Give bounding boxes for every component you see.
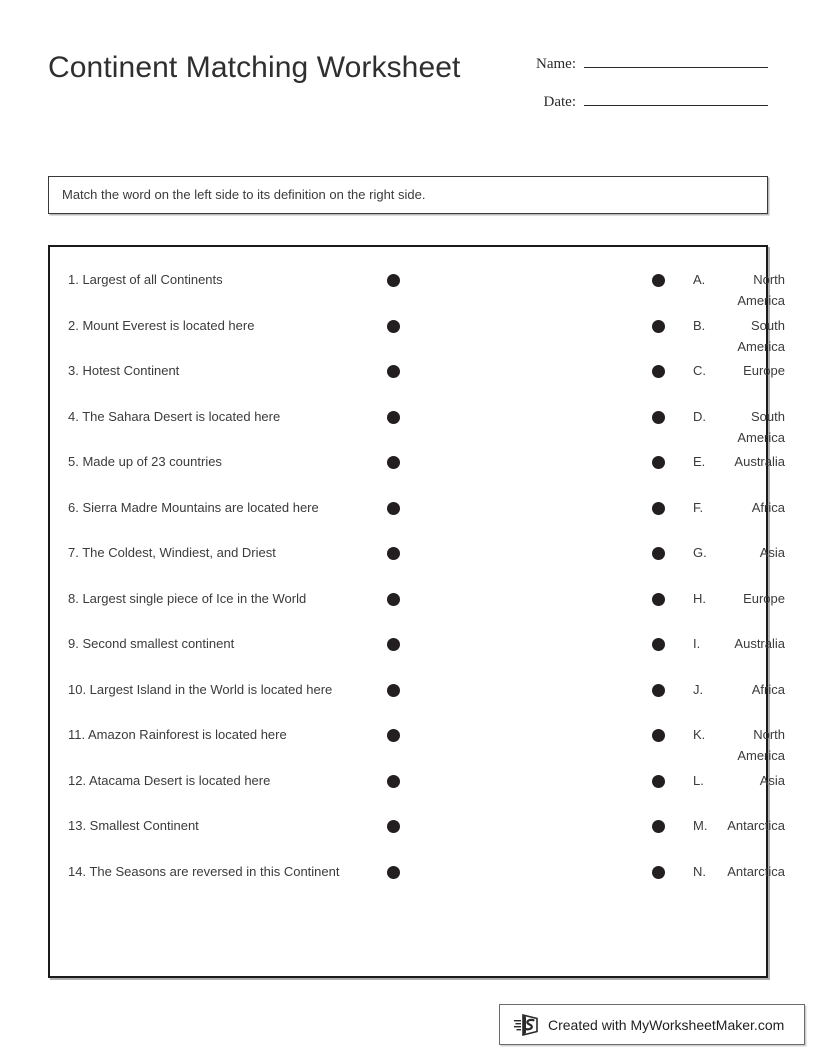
question-row: [50, 406, 402, 452]
question-row: [50, 360, 402, 406]
answer-letter: C.: [693, 363, 706, 378]
question-row: [50, 679, 402, 725]
answer-text: J. Africa: [693, 679, 785, 700]
answer-row: [598, 588, 785, 634]
answer-row: [598, 542, 785, 588]
answer-match-dot[interactable]: [652, 411, 665, 424]
answer-letter: E.: [693, 454, 706, 469]
question-text: 9. Second smallest continent: [68, 636, 235, 651]
matching-exercise-box: [48, 245, 785, 978]
answer-row: [598, 724, 785, 770]
answer-match-dot[interactable]: [652, 638, 665, 651]
question-text: 12. Atacama Desert is located here: [68, 772, 271, 788]
questions-column: [50, 269, 402, 906]
answer-row: [598, 360, 785, 406]
footer-credit-badge: [499, 1004, 805, 1045]
question-row: [50, 861, 402, 907]
question-match-dot[interactable]: [387, 684, 400, 697]
question-row: [50, 724, 402, 770]
answer-row: [598, 815, 785, 861]
answer-match-dot[interactable]: [652, 365, 665, 378]
answer-letter: I.: [693, 636, 701, 651]
answer-letter: G.: [693, 545, 707, 560]
name-label: Name:: [536, 56, 576, 72]
answer-match-dot[interactable]: [652, 684, 665, 697]
answer-text: F. Africa: [693, 497, 785, 518]
answer-letter: K.: [693, 727, 706, 742]
answer-text: A. North America: [693, 269, 785, 311]
answer-letter: N.: [693, 863, 706, 879]
name-input-line[interactable]: [584, 50, 768, 68]
worksheet-maker-logo-icon: [514, 1013, 540, 1037]
answer-text: L. Asia: [693, 770, 785, 791]
answer-text: G. Asia: [693, 542, 785, 563]
question-text: 8. Largest single piece of Ice in the World: [68, 590, 307, 606]
answer-match-dot[interactable]: [652, 729, 665, 742]
answer-letter: F.: [693, 499, 704, 515]
answer-text: I. Australia: [693, 633, 785, 654]
answer-letter: A.: [693, 272, 706, 287]
answer-match-dot[interactable]: [652, 274, 665, 287]
answers-column: [598, 269, 785, 906]
question-row: [50, 451, 402, 497]
instruction-box: [48, 176, 768, 214]
answer-row: [598, 406, 785, 452]
answer-match-dot[interactable]: [652, 547, 665, 560]
question-row: [50, 497, 402, 543]
question-text: 6. Sierra Madre Mountains are located here: [68, 499, 319, 515]
answer-letter: L.: [693, 772, 704, 788]
question-match-dot[interactable]: [387, 593, 400, 606]
answer-row: [598, 861, 785, 907]
answer-text: C. Europe: [693, 360, 785, 381]
question-row: [50, 770, 402, 816]
footer-credit-text: Created with MyWorksheetMaker.com: [548, 1016, 785, 1033]
answer-letter: B.: [693, 317, 706, 333]
question-text: 5. Made up of 23 countries: [68, 454, 222, 469]
question-match-dot[interactable]: [387, 274, 400, 287]
question-row: [50, 269, 402, 315]
answer-match-dot[interactable]: [652, 593, 665, 606]
answer-letter: H.: [693, 590, 706, 606]
question-text: 2. Mount Everest is located here: [68, 317, 255, 333]
page-title: Continent Matching Worksheet: [48, 51, 461, 84]
question-text: 4. The Sahara Desert is located here: [68, 408, 281, 424]
answer-letter: D.: [693, 408, 706, 424]
answer-match-dot[interactable]: [652, 820, 665, 833]
answer-match-dot[interactable]: [652, 866, 665, 879]
answer-text: E. Australia: [693, 451, 785, 472]
page-header: [0, 0, 816, 150]
question-row: [50, 815, 402, 861]
question-match-dot[interactable]: [387, 866, 400, 879]
date-field-row: [478, 88, 768, 126]
question-text: 7. The Coldest, Windiest, and Driest: [68, 545, 276, 560]
answer-row: [598, 269, 785, 315]
name-date-block: [478, 50, 768, 126]
answer-match-dot[interactable]: [652, 456, 665, 469]
answer-text: K. North America: [693, 724, 785, 766]
question-text: 3. Hotest Continent: [68, 363, 180, 378]
answer-letter: M.: [693, 818, 708, 833]
question-text: 14. The Seasons are reversed in this Continent: [68, 863, 340, 879]
date-label: Date:: [543, 94, 576, 110]
answer-text: N. Antarctica: [693, 861, 785, 882]
question-text: 13. Smallest Continent: [68, 818, 199, 833]
question-row: [50, 633, 402, 679]
question-match-dot[interactable]: [387, 320, 400, 333]
question-match-dot[interactable]: [387, 820, 400, 833]
question-row: [50, 542, 402, 588]
answer-text: B. South America: [693, 315, 785, 357]
answer-letter: J.: [693, 681, 704, 697]
question-match-dot[interactable]: [387, 638, 400, 651]
answer-row: [598, 315, 785, 361]
question-match-dot[interactable]: [387, 411, 400, 424]
answer-match-dot[interactable]: [652, 320, 665, 333]
answer-text: M. Antarctica: [693, 815, 785, 836]
question-row: [50, 315, 402, 361]
question-text: 1. Largest of all Continents: [68, 272, 223, 287]
answer-match-dot[interactable]: [652, 502, 665, 515]
answer-row: [598, 633, 785, 679]
answer-row: [598, 497, 785, 543]
question-text: 10. Largest Island in the World is located here: [68, 681, 333, 697]
question-match-dot[interactable]: [387, 365, 400, 378]
question-text: 11. Amazon Rainforest is located here: [68, 727, 287, 742]
instruction-text: Match the word on the left side to its definition on the right side.: [62, 187, 426, 202]
answer-text: H. Europe: [693, 588, 785, 609]
date-input-line[interactable]: [584, 88, 768, 106]
answer-row: [598, 451, 785, 497]
answer-row: [598, 679, 785, 725]
question-match-dot[interactable]: [387, 729, 400, 742]
question-match-dot[interactable]: [387, 456, 400, 469]
answer-text: D. South America: [693, 406, 785, 448]
question-row: [50, 588, 402, 634]
question-match-dot[interactable]: [387, 502, 400, 515]
question-match-dot[interactable]: [387, 775, 400, 788]
answer-match-dot[interactable]: [652, 775, 665, 788]
question-match-dot[interactable]: [387, 547, 400, 560]
answer-row: [598, 770, 785, 816]
name-field-row: [478, 50, 768, 88]
